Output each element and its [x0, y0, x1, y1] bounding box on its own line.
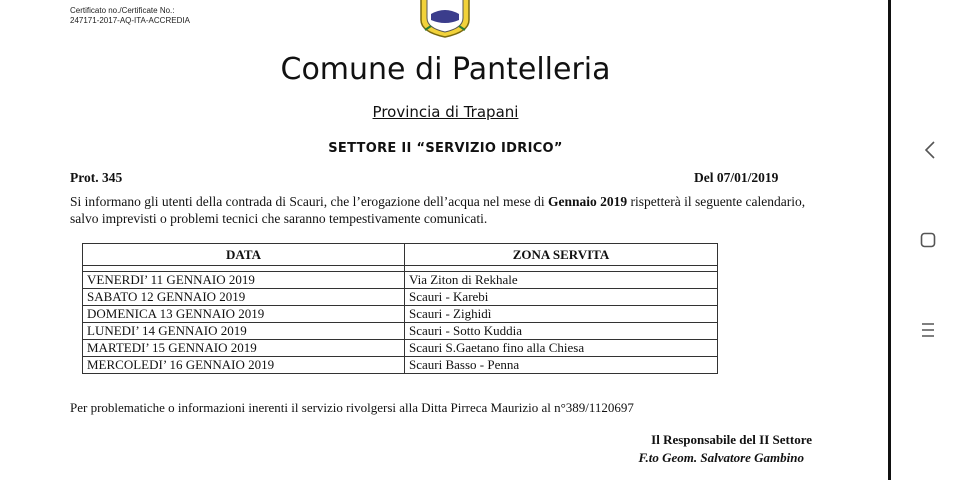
certificate-note	[70, 6, 190, 26]
row-zone: Scauri Basso - Penna	[405, 357, 718, 374]
square-icon[interactable]	[920, 232, 936, 248]
protocol-date: Del 07/01/2019	[694, 170, 779, 185]
table-row	[83, 289, 718, 306]
signature-role: Il Responsabile del II Settore	[651, 432, 812, 447]
notice-paragraph	[70, 193, 830, 227]
row-date: MARTEDI’ 15 GENNAIO 2019	[83, 340, 405, 357]
schedule-table	[82, 243, 718, 374]
row-zone: Scauri - Karebi	[405, 289, 718, 306]
row-date: LUNEDI’ 14 GENNAIO 2019	[83, 323, 405, 340]
certificate-line-1: Certificato no./Certificate No.:	[70, 6, 175, 15]
contact-info: Per problematiche o informazioni inerenti il servizio rivolgersi alla Ditta Pirreca Maurizio al n°389/1120697	[70, 400, 634, 415]
row-date: MERCOLEDI’ 16 GENNAIO 2019	[83, 357, 405, 374]
row-zone: Scauri - Zighidì	[405, 306, 718, 323]
chevron-left-icon[interactable]	[924, 141, 936, 159]
menu-lines-icon[interactable]	[921, 322, 935, 338]
notice-part-1: Si informano gli utenti della contrada di Scauri, che l’erogazione dell’acqua nel mese di	[70, 194, 548, 209]
page-title: Comune di Pantelleria	[280, 52, 611, 87]
notice-month: Gennaio 2019	[547, 194, 628, 209]
row-date: VENERDI’ 11 GENNAIO 2019	[83, 272, 405, 289]
table-row	[83, 357, 718, 374]
signature-name: F.to Geom. Salvatore Gambino	[638, 450, 804, 465]
row-zone: Scauri S.Gaetano fino alla Chiesa	[405, 340, 718, 357]
protocol-number: Prot. 345	[70, 170, 123, 185]
table-header-row	[83, 244, 718, 266]
notice-part-2: rispetterà il seguente calendario, salvo imprevisti o problemi tecnici che saranno tempestivamente comunicati.	[70, 194, 806, 226]
table-row	[83, 323, 718, 340]
page-subtitle: Provincia di Trapani	[372, 103, 519, 121]
row-date: SABATO 12 GENNAIO 2019	[83, 289, 405, 306]
column-header-date: DATA	[83, 244, 405, 266]
table-row	[83, 306, 718, 323]
row-zone: Scauri - Sotto Kuddia	[405, 323, 718, 340]
table-row	[83, 340, 718, 357]
column-header-zone: ZONA SERVITA	[405, 244, 718, 266]
table-row	[83, 272, 718, 289]
navigation-bar	[891, 0, 960, 480]
coat-of-arms-icon	[415, 0, 475, 38]
row-zone: Via Ziton di Rekhale	[405, 272, 718, 289]
certificate-line-2: 247171-2017-AQ-ITA-ACCREDIA	[70, 16, 190, 25]
row-date: DOMENICA 13 GENNAIO 2019	[83, 306, 405, 323]
sector-heading: SETTORE II “SERVIZIO IDRICO”	[328, 141, 563, 156]
